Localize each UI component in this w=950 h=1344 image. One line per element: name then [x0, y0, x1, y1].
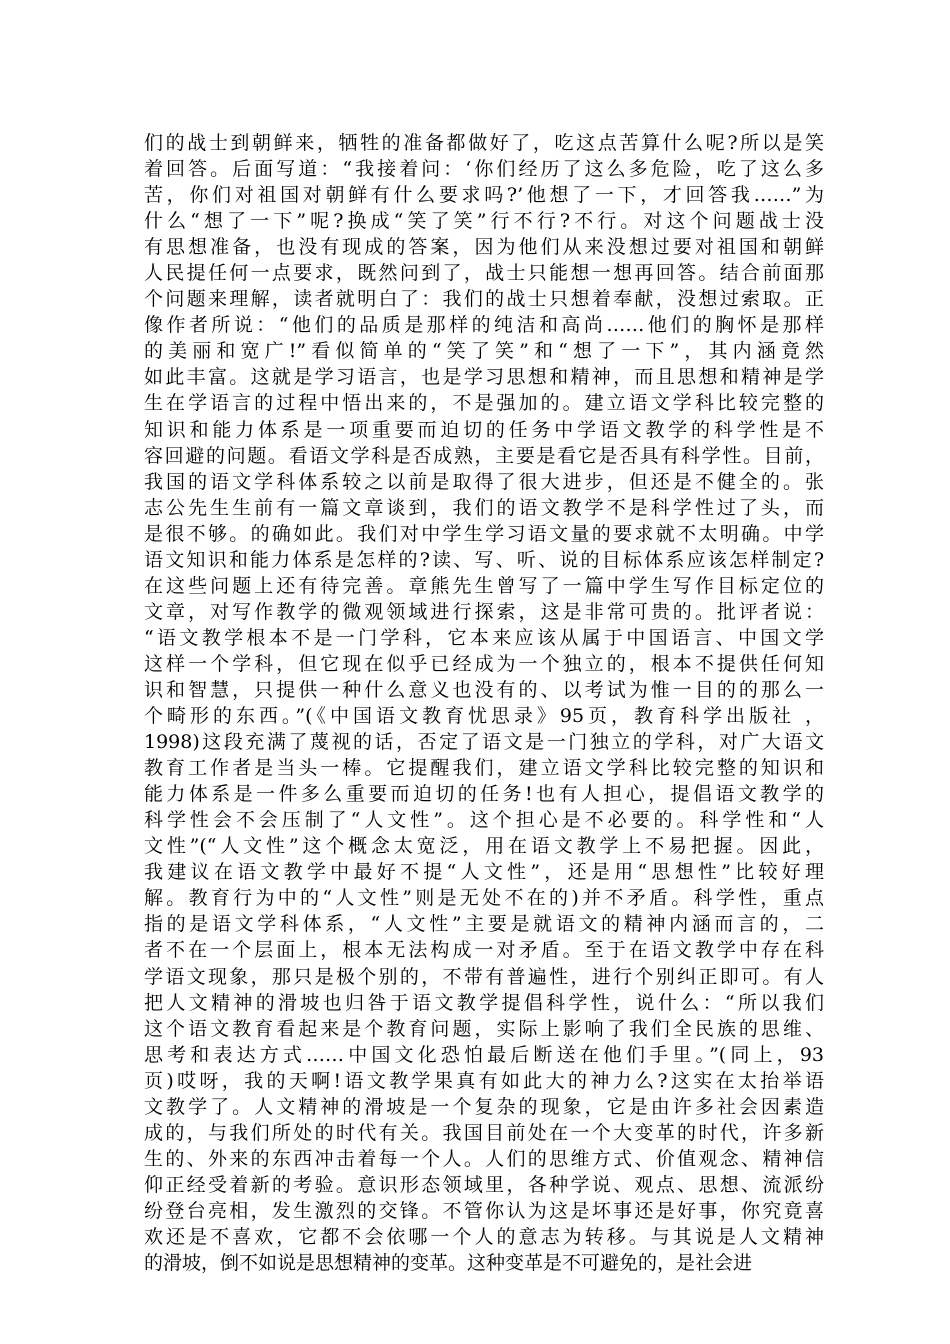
text-line: 解。教育行为中的“人文性”则是无处不在的)并不矛盾。科学性，重点	[144, 887, 824, 910]
text-line: 我国的语文学科体系较之以前是取得了很大进步，但还是不健全的。张	[144, 470, 824, 493]
text-line: 者不在一个层面上，根本无法构成一对矛盾。至于在语文教学中存在科	[144, 939, 824, 962]
text-line: 容回避的问题。看语文学科是否成熟，主要是看它是否具有科学性。目前，	[144, 444, 824, 467]
text-line: 文章，对写作教学的微观领域进行探索，这是非常可贵的。批评者说：	[144, 600, 824, 623]
text-line: 在这些问题上还有待完善。章熊先生曾写了一篇中学生写作目标定位的	[144, 574, 824, 597]
text-line: 这样一个学科，但它现在似乎已经成为一个独立的，根本不提供任何知	[144, 652, 824, 675]
text-line: 着回答。后面写道：“我接着问：‘你们经历了这么多危险，吃了这么多	[144, 158, 824, 181]
body-text	[144, 130, 824, 1276]
text-line: 文教学了。人文精神的滑坡是一个复杂的现象，它是由许多社会因素造	[144, 1095, 824, 1118]
text-line: 语文知识和能力体系是怎样的?读、写、听、说的目标体系应该怎样制定?	[144, 548, 824, 571]
text-line: 页)哎呀，我的天啊!语文教学果真有如此大的神力么?这实在太抬举语	[144, 1069, 824, 1092]
text-line: 的滑坡，倒不如说是思想精神的变革。这种变革是不可避免的，是社会进	[144, 1252, 753, 1275]
text-line: 指的是语文学科体系，“人文性”主要是就语文的精神内涵而言的，二	[144, 913, 824, 936]
text-line: 能力体系是一件多么重要而迫切的任务!也有人担心，提倡语文教学的	[144, 783, 824, 806]
text-line: “语文教学根本不是一门学科，它本来应该从属于中国语言、中国文学	[144, 626, 824, 649]
text-line: 这个语文教育看起来是个教育问题，实际上影响了我们全民族的思维、	[144, 1017, 824, 1040]
text-line: 生的、外来的东西冲击着每一个人。人们的思维方式、价值观念、精神信	[144, 1147, 824, 1170]
text-line: 学语文现象，那只是极个别的，不带有普遍性，进行个别纠正即可。有人	[144, 965, 824, 988]
text-line: 仰正经受着新的考验。意识形态领域里，各种学说、观点、思想、流派纷	[144, 1173, 824, 1196]
text-line: 欢还是不喜欢，它都不会依哪一个人的意志为转移。与其说是人文精神	[144, 1225, 824, 1248]
text-line: 把人文精神的滑坡也归咎于语文教学提倡科学性，说什么：“所以我们	[144, 991, 824, 1014]
text-line: 教育工作者是当头一棒。它提醒我们，建立语文学科比较完整的知识和	[144, 757, 824, 780]
text-line: 成的，与我们所处的时代有关。我国目前处在一个大变革的时代，许多新	[144, 1121, 824, 1144]
text-line: 科学性会不会压制了“人文性”。这个担心是不必要的。科学性和“人	[144, 809, 824, 832]
text-line: 知识和能力体系是一项重要而迫切的任务中学语文教学的科学性是不	[144, 418, 824, 441]
text-line: 的美丽和宽广!”看似简单的“笑了笑”和“想了一下”，其内涵竟然	[144, 340, 824, 363]
text-line: 志公先生生前有一篇文章谈到，我们的语文教学不是科学性过了头，而	[144, 496, 824, 519]
text-line: 思考和表达方式……中国文化恐怕最后断送在他们手里。”(同上，93	[144, 1043, 824, 1066]
text-line: 我建议在语文教学中最好不提“人文性”，还是用“思想性”比较好理	[144, 861, 824, 884]
text-line: 人民提任何一点要求，既然问到了，战士只能想一想再回答。结合前面那	[144, 262, 824, 285]
text-line: 生在学语言的过程中悟出来的，不是强加的。建立语文学科比较完整的	[144, 392, 824, 415]
text-line: 文性”(“人文性”这个概念太宽泛，用在语文教学上不易把握。因此，	[144, 835, 824, 858]
text-line: 个问题来理解，读者就明白了：我们的战士只想着奉献，没想过索取。正	[144, 288, 824, 311]
text-line: 纷登台亮相，发生激烈的交锋。不管你认为这是坏事还是好事，你究竟喜	[144, 1199, 824, 1222]
text-line: 是很不够。的确如此。我们对中学生学习语文量的要求就不太明确。中学	[144, 522, 824, 545]
text-line: 有思想准备，也没有现成的答案，因为他们从来没想过要对祖国和朝鲜	[144, 236, 824, 259]
text-line: 如此丰富。这就是学习语言，也是学习思想和精神，而且思想和精神是学	[144, 366, 824, 389]
text-line: 什么“想了一下”呢?换成“笑了笑”行不行?不行。对这个问题战士没	[144, 210, 824, 233]
text-line: 们的战士到朝鲜来，牺牲的准备都做好了，吃这点苦算什么呢?所以是笑	[144, 132, 824, 154]
text-line: 识和智慧，只提供一种什么意义也没有的、以考试为惟一目的的那么一	[144, 678, 824, 701]
text-line: 苦，你们对祖国对朝鲜有什么要求吗?’他想了一下，才回答我……”为	[144, 184, 824, 207]
text-line: 个畸形的东西。”(《中国语文教育忧思录》95页，教育科学出版社 ，	[144, 705, 824, 728]
text-line: 像作者所说：“他们的品质是那样的纯洁和高尚……他们的胸怀是那样	[144, 314, 824, 337]
text-line: 1998)这段充满了蔑视的话，否定了语文是一门独立的学科，对广大语文	[144, 731, 824, 754]
